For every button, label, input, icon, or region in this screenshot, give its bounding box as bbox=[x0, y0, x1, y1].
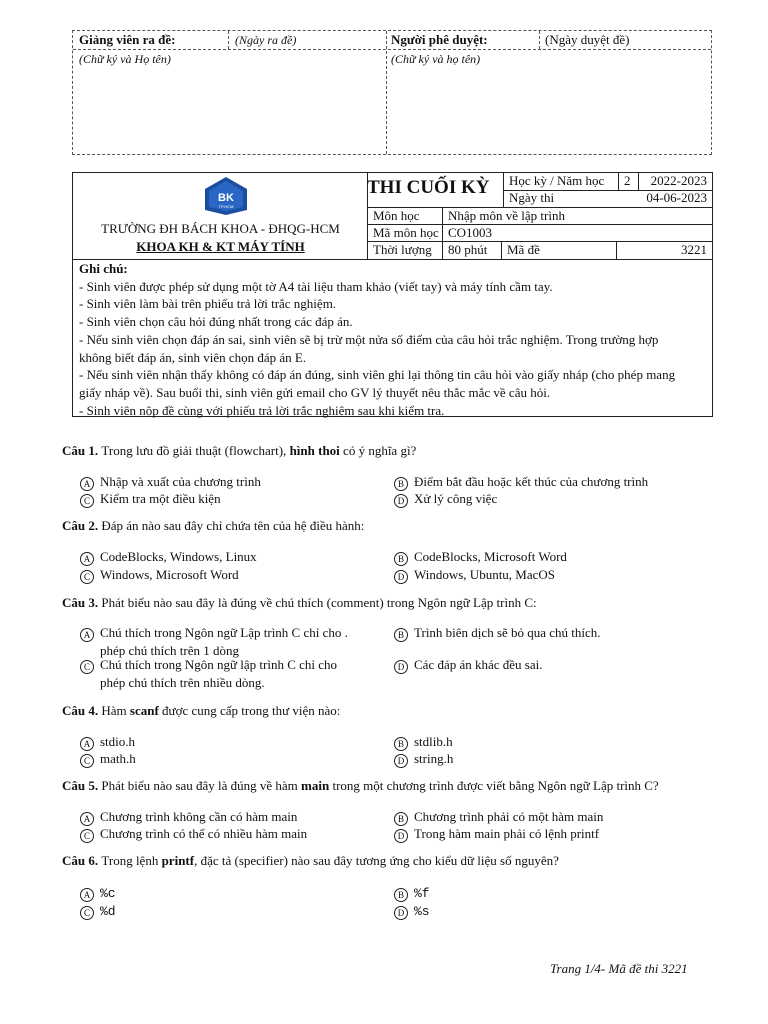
option-text: %c bbox=[100, 886, 116, 901]
exam-header-table bbox=[72, 172, 713, 417]
option-text: string.h bbox=[414, 751, 454, 766]
option-text-continued: phép chú thích trên 1 dòng bbox=[100, 643, 239, 658]
course-code: CO1003 bbox=[448, 225, 493, 240]
answer-option-c bbox=[80, 566, 239, 584]
answer-option-a bbox=[80, 473, 261, 491]
answer-option-c bbox=[80, 656, 337, 691]
lecturer-signature-hint: (Chữ ký và Họ tên) bbox=[79, 52, 171, 66]
option-text: CodeBlocks, Windows, Linux bbox=[100, 549, 257, 564]
answer-option-d bbox=[394, 825, 599, 843]
question-keyword: hình thoi bbox=[289, 443, 340, 458]
option-letter-circle: D bbox=[394, 906, 408, 920]
answer-option-d bbox=[394, 750, 453, 768]
option-letter-circle: A bbox=[80, 552, 94, 566]
faculty-name: KHOA KH & KT MÁY TÍNH bbox=[136, 239, 305, 254]
option-text-continued: phép chú thích trên nhiều dòng. bbox=[100, 675, 265, 690]
question-stem: Câu 2. Đáp án nào sau đây chỉ chứa tên của hệ điều hành: bbox=[62, 518, 365, 533]
option-letter-circle: C bbox=[80, 754, 94, 768]
exam-code-label: Mã đề bbox=[507, 242, 540, 257]
answer-option-c bbox=[80, 750, 136, 768]
question-keyword: scanf bbox=[129, 703, 159, 718]
answer-option-c bbox=[80, 825, 307, 843]
logo-subtext: TP.HCM bbox=[218, 204, 234, 209]
option-letter-circle: D bbox=[394, 570, 408, 584]
option-text: Windows, Ubuntu, MacOS bbox=[414, 567, 556, 582]
answer-option-b bbox=[394, 548, 567, 566]
question-stem: Câu 1. Trong lưu đồ giải thuật (flowchart), hình thoi có ý nghĩa gì? bbox=[62, 443, 417, 458]
option-letter-circle: B bbox=[394, 737, 408, 751]
approval-box bbox=[72, 30, 712, 155]
option-text: Chú thích trong Ngôn ngữ Lập trình C chỉ cho . bbox=[100, 625, 348, 640]
option-text: Chương trình phải có một hàm main bbox=[414, 809, 604, 824]
question-stem: Câu 3. Phát biểu nào sau đây là đúng về chú thích (comment) trong Ngôn ngữ Lập trình C: bbox=[62, 595, 537, 610]
option-letter-circle: B bbox=[394, 477, 408, 491]
note-line: - Sinh viên chọn câu hỏi đúng nhất trong các đáp án. bbox=[79, 314, 353, 330]
lecturer-date: (Ngày ra đề) bbox=[235, 33, 297, 47]
question-number: Câu 2. bbox=[62, 518, 102, 533]
divider bbox=[386, 31, 387, 154]
option-text: Điểm bắt đầu hoặc kết thúc của chương trình bbox=[414, 474, 649, 489]
option-letter-circle: A bbox=[80, 888, 94, 902]
answer-option-b bbox=[394, 884, 430, 902]
question-stem: Câu 5. Phát biểu nào sau đây là đúng về hàm main trong một chương trình được viết bằng Ngôn ngữ Lập trình C? bbox=[62, 778, 659, 793]
approver-signature-hint: (Chữ ký và họ tên) bbox=[391, 52, 481, 66]
answer-option-d bbox=[394, 656, 543, 674]
option-letter-circle: D bbox=[394, 754, 408, 768]
subject-value: Nhập môn về lập trình bbox=[448, 208, 565, 223]
divider bbox=[616, 241, 617, 259]
option-text: Nhập và xuất của chương trình bbox=[100, 474, 261, 489]
exam-date-label: Ngày thi bbox=[509, 190, 555, 205]
exam-code: 3221 bbox=[681, 242, 707, 257]
answer-option-a bbox=[80, 808, 297, 826]
question-number: Câu 4. bbox=[62, 703, 102, 718]
note-line: - Sinh viên được phép sử dụng một tờ A4 tài liệu tham khảo (viết tay) và máy tính cầm tay. bbox=[79, 278, 553, 294]
question-stem: Câu 4. Hàm scanf được cung cấp trong thư viện nào: bbox=[62, 703, 341, 718]
answer-option-d bbox=[394, 902, 430, 920]
option-text: %s bbox=[414, 904, 430, 919]
option-text: Trình biên dịch sẽ bỏ qua chú thích. bbox=[414, 625, 601, 640]
answer-option-a bbox=[80, 884, 116, 902]
option-text: Chú thích trong Ngôn ngữ lập trình C chỉ cho bbox=[100, 657, 338, 672]
answer-option-b bbox=[394, 808, 603, 826]
option-letter-circle: C bbox=[80, 660, 94, 674]
answer-option-b bbox=[394, 733, 453, 751]
option-letter-circle: B bbox=[394, 552, 408, 566]
option-letter-circle: A bbox=[80, 737, 94, 751]
option-text: Chương trình không cần có hàm main bbox=[100, 809, 298, 824]
subject-label: Môn học bbox=[373, 208, 420, 223]
option-text: stdlib.h bbox=[414, 734, 453, 749]
option-letter-circle: B bbox=[394, 812, 408, 826]
answer-option-a bbox=[80, 548, 257, 566]
note-line: - Sinh viên nộp đề cùng với phiếu trả lời trắc nghiệm sau khi kiểm tra. bbox=[79, 402, 445, 418]
notes-section bbox=[79, 260, 707, 419]
option-letter-circle: C bbox=[80, 494, 94, 508]
logo-text: BK bbox=[218, 192, 234, 204]
question-number: Câu 3. bbox=[62, 595, 102, 610]
answer-option-d bbox=[394, 566, 555, 584]
semester-value: 2 bbox=[624, 173, 631, 188]
university-logo bbox=[203, 176, 249, 216]
answer-option-c bbox=[80, 902, 116, 920]
exam-date: 04-06-2023 bbox=[646, 190, 707, 205]
option-letter-circle: D bbox=[394, 829, 408, 843]
option-letter-circle: B bbox=[394, 628, 408, 642]
duration-value: 80 phút bbox=[448, 242, 488, 257]
question-number: Câu 1. bbox=[62, 443, 102, 458]
divider bbox=[638, 173, 639, 190]
option-text: math.h bbox=[100, 751, 136, 766]
option-text: Xử lý công việc bbox=[414, 491, 498, 506]
option-letter-circle: B bbox=[394, 888, 408, 902]
option-letter-circle: A bbox=[80, 812, 94, 826]
divider bbox=[442, 207, 443, 259]
question-stem: Câu 6. Trong lệnh printf, đặc tả (specifier) nào sau đây tương ứng cho kiểu dữ liệu số nguyên? bbox=[62, 853, 559, 868]
notes-title: Ghi chú: bbox=[79, 261, 128, 276]
option-letter-circle: A bbox=[80, 628, 94, 642]
option-letter-circle: C bbox=[80, 570, 94, 584]
option-text: Kiểm tra một điều kiện bbox=[100, 491, 221, 506]
question-keyword: printf bbox=[161, 853, 195, 868]
note-line: - Nếu sinh viên chọn đáp án sai, sinh viên sẽ bị trừ một nửa số điểm của câu hỏi trắc nghiệm. Trong trường hợp bbox=[79, 331, 659, 347]
question-keyword: main bbox=[301, 778, 330, 793]
divider bbox=[228, 31, 229, 49]
duration-label: Thời lượng bbox=[373, 242, 432, 257]
page-footer: Trang 1/4- Mã đề thi 3221 bbox=[550, 961, 688, 976]
option-letter-circle: A bbox=[80, 477, 94, 491]
answer-option-b bbox=[394, 624, 601, 642]
school-year: 2022-2023 bbox=[650, 173, 707, 188]
option-text: %d bbox=[100, 904, 116, 919]
lecturer-label: Giảng viên ra đề: bbox=[79, 32, 176, 47]
answer-option-b bbox=[394, 473, 648, 491]
option-text: %f bbox=[414, 886, 430, 901]
note-line: - Sinh viên làm bài trên phiếu trả lời trắc nghiệm. bbox=[79, 296, 337, 312]
divider bbox=[501, 241, 502, 259]
answer-option-a bbox=[80, 733, 135, 751]
answer-option-d bbox=[394, 490, 497, 508]
semester-label: Học kỳ / Năm học bbox=[509, 173, 605, 188]
question-number: Câu 5. bbox=[62, 778, 102, 793]
option-text: Windows, Microsoft Word bbox=[100, 567, 239, 582]
option-text: Các đáp án khác đều sai. bbox=[414, 657, 543, 672]
answer-option-a bbox=[80, 624, 348, 659]
approver-label: Người phê duyệt: bbox=[391, 32, 488, 47]
option-text: Trong hàm main phải có lệnh printf bbox=[414, 826, 600, 841]
option-text: CodeBlocks, Microsoft Word bbox=[414, 549, 567, 564]
option-letter-circle: D bbox=[394, 660, 408, 674]
approver-date: (Ngày duyệt đề) bbox=[545, 32, 630, 47]
option-text: stdio.h bbox=[100, 734, 136, 749]
exam-title: THI CUỐI KỲ bbox=[367, 177, 490, 198]
note-line: - Nếu sinh viên nhận thấy không có đáp án đúng, sinh viên ghi lại thông tin câu hỏi vào giấy nháp (cho phép mang bbox=[79, 367, 676, 383]
university-name: TRƯỜNG ĐH BÁCH KHOA - ĐHQG-HCM bbox=[101, 221, 340, 236]
note-line: giấy nháp về). Sau buổi thi, sinh viên gửi email cho GV lý thuyết nêu thắc mắc về câu hỏi. bbox=[79, 384, 551, 400]
option-letter-circle: C bbox=[80, 906, 94, 920]
divider bbox=[539, 31, 540, 49]
answer-option-c bbox=[80, 490, 221, 508]
option-letter-circle: C bbox=[80, 829, 94, 843]
option-letter-circle: D bbox=[394, 494, 408, 508]
option-text: Chương trình có thể có nhiều hàm main bbox=[100, 826, 308, 841]
question-number: Câu 6. bbox=[62, 853, 102, 868]
course-code-label: Mã môn học bbox=[373, 225, 439, 240]
note-line: không biết đáp án, sinh viên chọn đáp án E. bbox=[79, 349, 307, 365]
divider bbox=[618, 173, 619, 190]
